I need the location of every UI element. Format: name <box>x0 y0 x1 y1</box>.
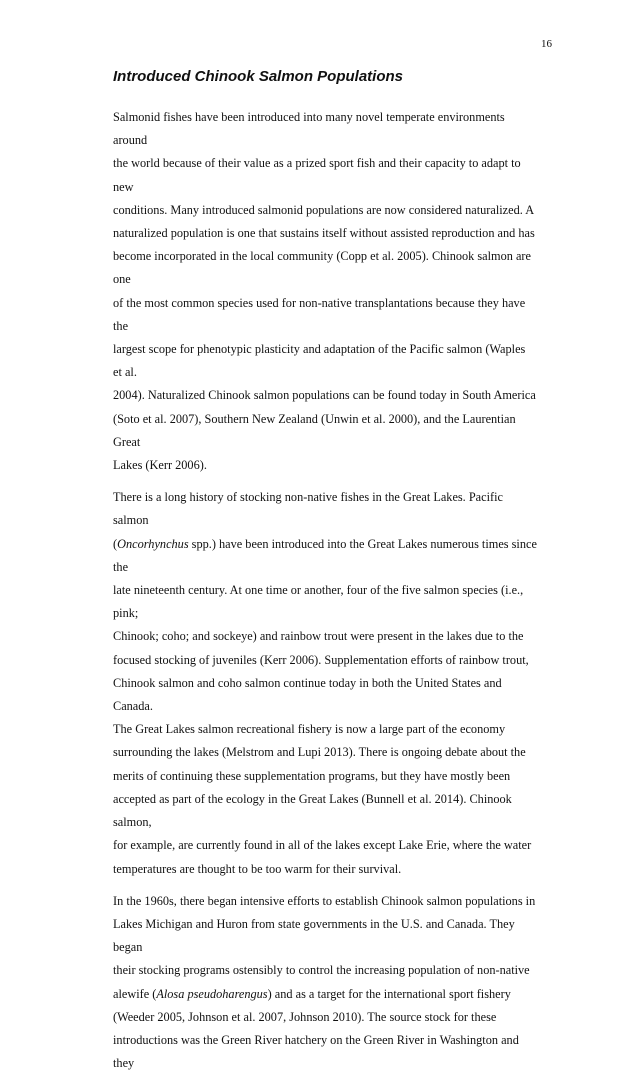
text-line: There is a long history of stocking non-native fishes in the Great Lakes. Pacific salmon <box>113 490 503 528</box>
text-line: naturalized population is one that sustains itself without assisted reproduction and has <box>113 226 535 241</box>
section-heading: Introduced Chinook Salmon Populations <box>113 68 404 85</box>
text-line: surrounding the lakes (Melstrom and Lupi 2013). There is ongoing debate about the <box>113 745 526 760</box>
text-line: alewife (Alosa pseudoharengus) and as a target for the international sport fishery <box>113 986 511 1001</box>
text-line: of the most common species used for non-native transplantations because they have the <box>113 295 526 333</box>
text-line: conditions. Many introduced salmonid populations are now considered naturalized. A <box>113 202 535 217</box>
text-line: 2004). Naturalized Chinook salmon populations can be found today in South America <box>113 388 536 403</box>
page-number: 16 <box>541 38 552 50</box>
body-text <box>113 106 537 1084</box>
text-line: Lakes Michigan and Huron from state governments in the U.S. and Canada. They began <box>113 916 515 955</box>
text-line: Salmonid fishes have been introduced into many novel temperate environments around <box>113 110 505 148</box>
text-line: merits of continuing these supplementation programs, but they have mostly been <box>113 768 511 783</box>
text-line: Chinook salmon and coho salmon continue today in both the United States and Canada. <box>113 675 502 714</box>
text-line: (Soto et al. 2007), Southern New Zealand (Unwin et al. 2000), and the Laurentian Great <box>113 411 516 449</box>
text-line: Chinook; coho; and sockeye) and rainbow trout were present in the lakes due to the <box>113 629 524 644</box>
species-name-italic: Alosa pseudoharengus <box>156 986 268 1001</box>
text-line: temperatures are thought to be too warm for their survival. <box>113 861 402 876</box>
text-line: (Oncorhynchus spp.) have been introduced into the Great Lakes numerous times since the <box>113 536 537 574</box>
text-line: become incorporated in the local community (Copp et al. 2005). Chinook salmon are one <box>113 249 531 287</box>
text-line: largest scope for phenotypic plasticity and adaptation of the Pacific salmon (Waples et al. <box>113 342 526 380</box>
text-line: The Great Lakes salmon recreational fishery is now a large part of the economy <box>113 722 506 737</box>
text-line: accepted as part of the ecology in the Great Lakes (Bunnell et al. 2014). Chinook salmon, <box>113 791 512 830</box>
text-line: (Weeder 2005, Johnson et al. 2007, Johnson 2010). The source stock for these <box>113 1009 497 1024</box>
text-line: focused stocking of juveniles (Kerr 2006). Supplementation efforts of rainbow trout, <box>113 652 529 667</box>
text-line: for example, are currently found in all of the lakes except Lake Erie, where the water <box>113 838 532 853</box>
text-line: introductions was the Green River hatchery on the Green River in Washington and they <box>113 1032 519 1071</box>
text-line: In the 1960s, there began intensive efforts to establish Chinook salmon populations in <box>113 893 536 908</box>
text-line: the world because of their value as a prized sport fish and their capacity to adapt to new <box>113 156 521 194</box>
species-name-italic: Oncorhynchus <box>117 536 189 551</box>
text-line: Lakes (Kerr 2006). <box>113 458 207 473</box>
paragraph-1 <box>113 106 537 477</box>
text-line: their stocking programs ostensibly to control the increasing population of non-native <box>113 963 530 978</box>
text-line: late nineteenth century. At one time or another, four of the five salmon species (i.e., pink; <box>113 583 524 621</box>
paragraph-2 <box>113 486 537 880</box>
paragraph-3 <box>113 890 537 1076</box>
